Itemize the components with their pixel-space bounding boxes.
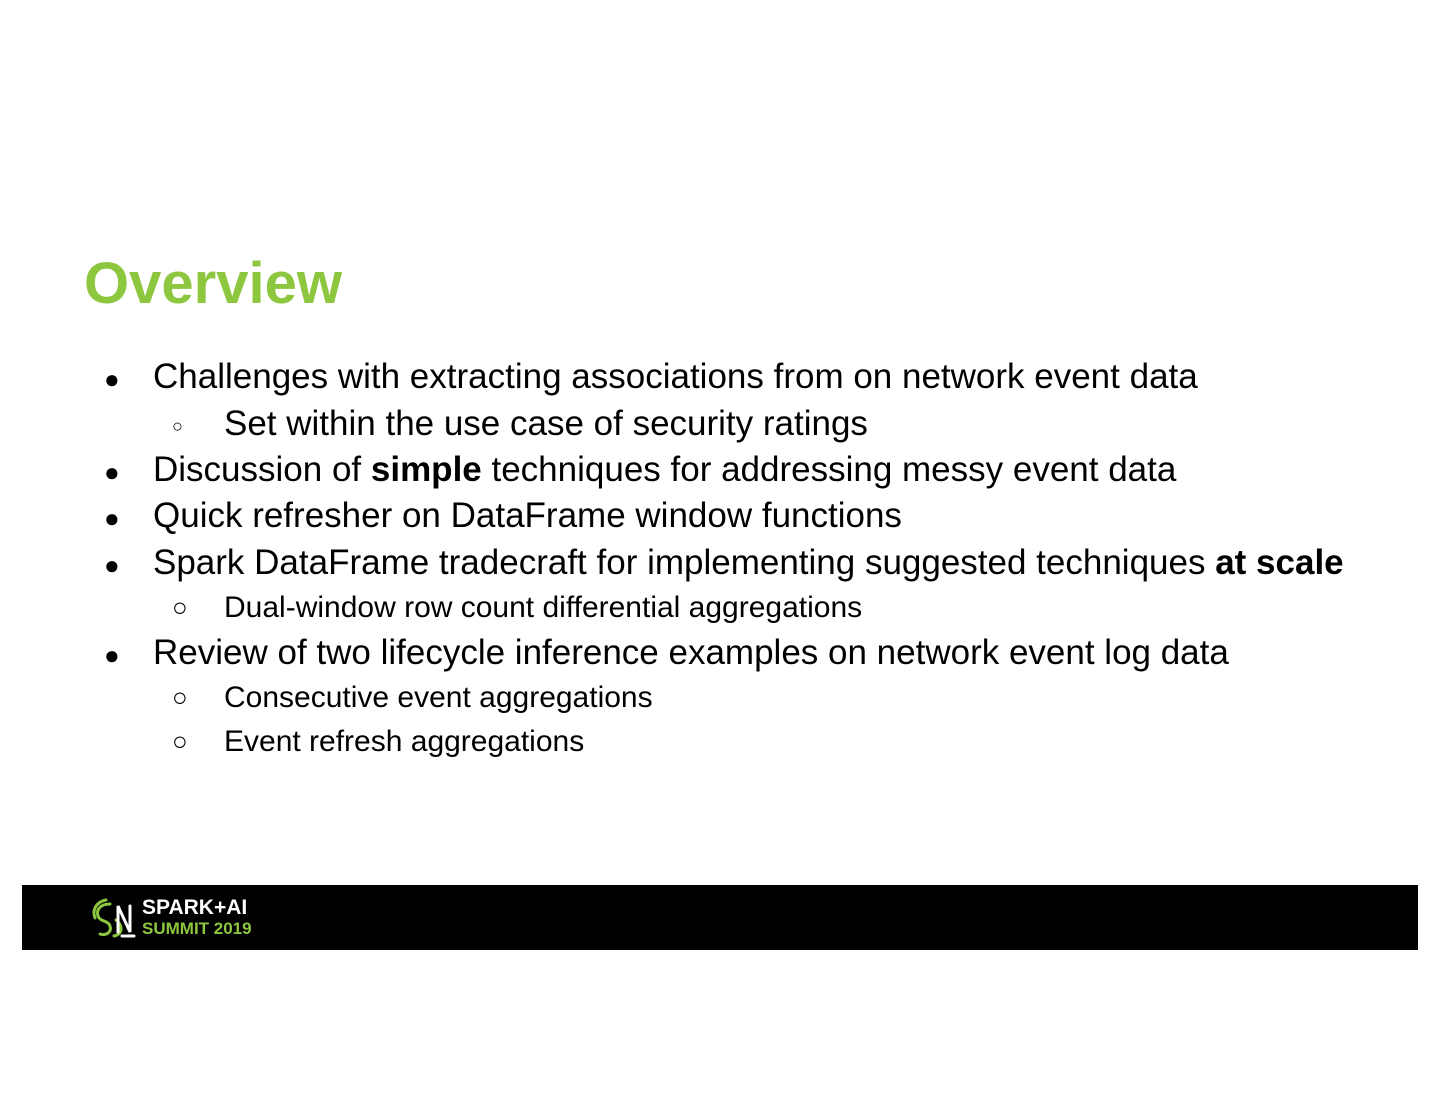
sub-bullet-circle-icon: ○ bbox=[172, 415, 183, 436]
bullet-dot-icon: ● bbox=[104, 549, 120, 580]
sub-bullet-item bbox=[0, 676, 1404, 720]
footer-bar bbox=[22, 885, 1418, 950]
spark-ai-summit-logo bbox=[92, 895, 252, 940]
sub-bullet-item bbox=[0, 586, 1404, 630]
bullet-item bbox=[0, 354, 1373, 401]
bullet-list bbox=[0, 354, 1440, 763]
spark-ai-logo-icon bbox=[92, 898, 136, 938]
bullet-dot-icon: ● bbox=[104, 456, 120, 487]
bullet-item bbox=[0, 493, 1373, 540]
bullet-text-emphasis: at scale bbox=[1215, 542, 1344, 582]
bullet-text-suffix: techniques for addressing messy event data bbox=[481, 449, 1177, 489]
bullet-item bbox=[0, 447, 1373, 494]
bullet-dot-icon: ● bbox=[104, 364, 120, 394]
bullet-text: Quick refresher on DataFrame window functions bbox=[153, 496, 902, 535]
bullet-text-prefix: Spark DataFrame tradecraft for implementing suggested techniques bbox=[153, 542, 1216, 582]
sub-bullet-text: Dual-window row count differential aggregations bbox=[224, 591, 863, 624]
bullet-text: Review of two lifecycle inference examples on network event log data bbox=[153, 632, 1229, 672]
sub-bullet-circle-icon: ○ bbox=[172, 725, 188, 756]
sub-bullet-item bbox=[0, 401, 1404, 447]
sub-bullet-circle-icon: ○ bbox=[172, 592, 188, 622]
sub-bullet-text: Set within the use case of security ratings bbox=[224, 403, 868, 443]
bullet-text: Challenges with extracting associations from on network event data bbox=[153, 357, 1198, 396]
sub-bullet-circle-icon: ○ bbox=[172, 682, 188, 712]
bullet-item bbox=[0, 630, 1373, 677]
bullet-text-prefix: Discussion of bbox=[153, 449, 371, 489]
logo-line-spark-ai: SPARK+AI bbox=[142, 895, 248, 919]
sub-bullet-item bbox=[0, 720, 1404, 764]
logo-wordmark bbox=[142, 897, 252, 939]
bullet-dot-icon: ● bbox=[104, 503, 120, 533]
sub-bullet-text: Event refresh aggregations bbox=[224, 724, 585, 758]
logo-line-summit: SUMMIT 2019 bbox=[142, 918, 252, 938]
bullet-dot-icon: ● bbox=[104, 639, 120, 670]
bullet-item bbox=[0, 540, 1373, 587]
slide-title: Overview bbox=[84, 251, 342, 316]
bullet-text-emphasis: simple bbox=[370, 449, 482, 489]
sub-bullet-text: Consecutive event aggregations bbox=[224, 681, 653, 714]
